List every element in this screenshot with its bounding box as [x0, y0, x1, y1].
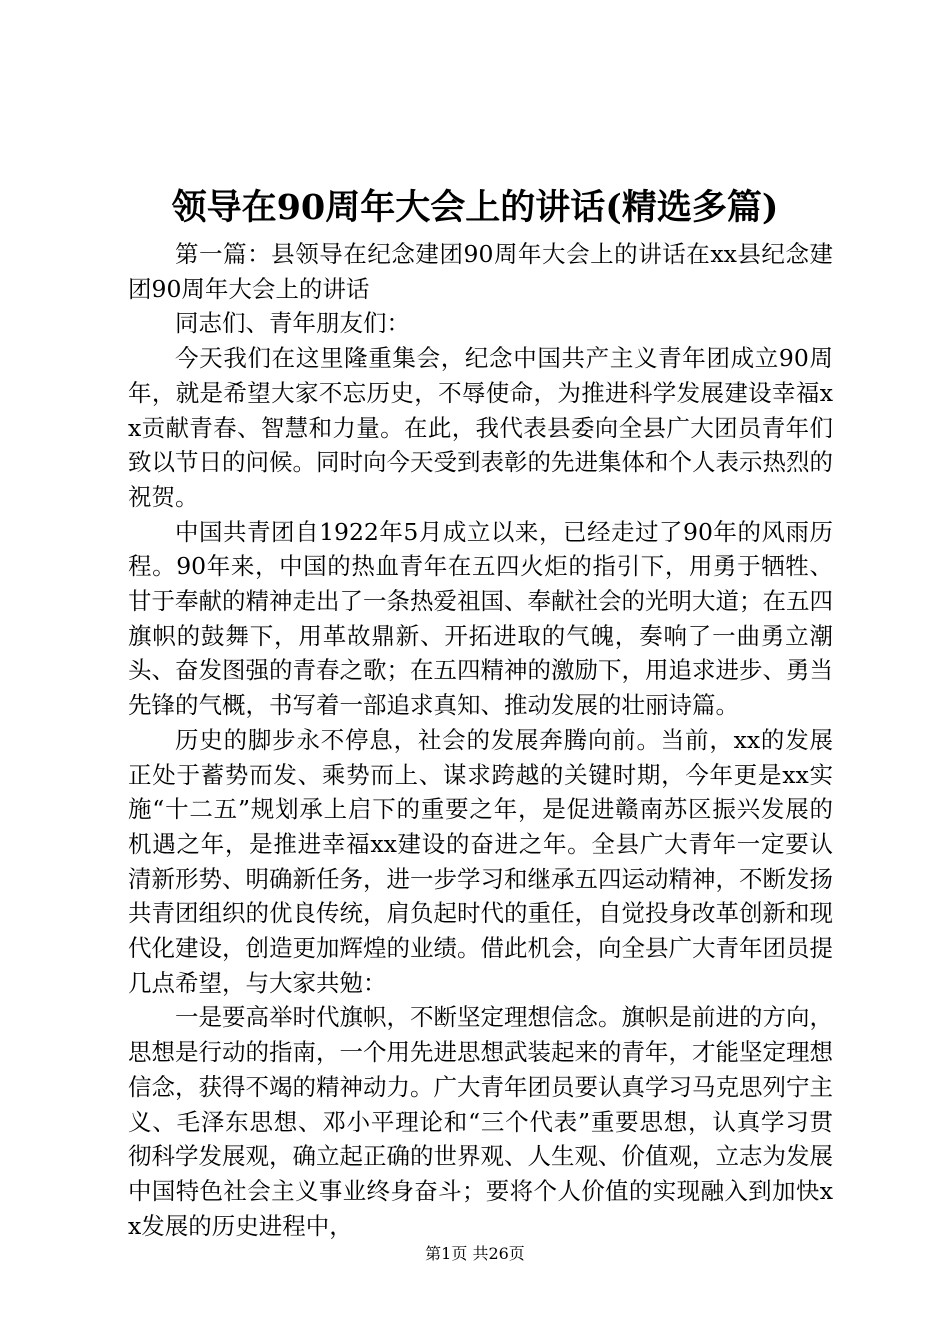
- document-body: [128, 237, 833, 1243]
- paragraph: 历史的脚步永不停息，社会的发展奔腾向前。当前，xx的发展正处于蓄势而发、乘势而上、谋求跨越的关键时期，今年更是xx实施“十二五”规划承上启下的重要之年，是促进赣南苏区振兴发展的机遇之年，是推进幸福xx建设的奋进之年。全县广大青年一定要认清新形势、明确新任务，进一步学习和继承五四运动精神，不断发扬共青团组织的优良传统，肩负起时代的重任，自觉投身改革创新和现代化建设，创造更加辉煌的业绩。借此机会，向全县广大青年团员提几点希望，与大家共勉：: [128, 725, 833, 997]
- paragraph: 今天我们在这里隆重集会，纪念中国共产主义青年团成立90周年，就是希望大家不忘历史，不辱使命，为推进科学发展建设幸福xx贡献青春、智慧和力量。在此，我代表县委向全县广大团员青年们致以节日的问候。同时向今天受到表彰的先进集体和个人表示热烈的祝贺。: [128, 344, 833, 511]
- document-title: 领导在90周年大会上的讲话(精选多篇): [171, 187, 779, 229]
- paragraph-heading: 第一篇：县领导在纪念建团90周年大会上的讲话在xx县纪念建团90周年大会上的讲话: [128, 240, 833, 303]
- paragraph: 一是要高举时代旗帜，不断坚定理想信念。旗帜是前进的方向，思想是行动的指南，一个用先进思想武装起来的青年，才能坚定理想信念，获得不竭的精神动力。广大青年团员要认真学习马克思列宁主义、毛泽东思想、邓小平理论和“三个代表”重要思想，认真学习贯彻科学发展观，确立起正确的世界观、人生观、价值观，立志为发展中国特色社会主义事业终身奋斗；要将个人价值的实现融入到加快xx发展的历史进程中，: [128, 1003, 833, 1240]
- page-number-footer: 第1页 共26页: [425, 1244, 525, 1263]
- paragraph: 中国共青团自1922年5月成立以来，已经走过了90年的风雨历程。90年来，中国的热血青年在五四火炬的指引下，用勇于牺牲、甘于奉献的精神走出了一条热爱祖国、奉献社会的光明大道；在五四旗帜的鼓舞下，用革故鼎新、开拓进取的气魄，奏响了一曲勇立潮头、奋发图强的青春之歌；在五四精神的激励下，用追求进步、勇当先锋的气概，书写着一部追求真知、推动发展的壮丽诗篇。: [128, 517, 833, 720]
- paragraph-salutation: 同志们、青年朋友们：: [175, 309, 410, 338]
